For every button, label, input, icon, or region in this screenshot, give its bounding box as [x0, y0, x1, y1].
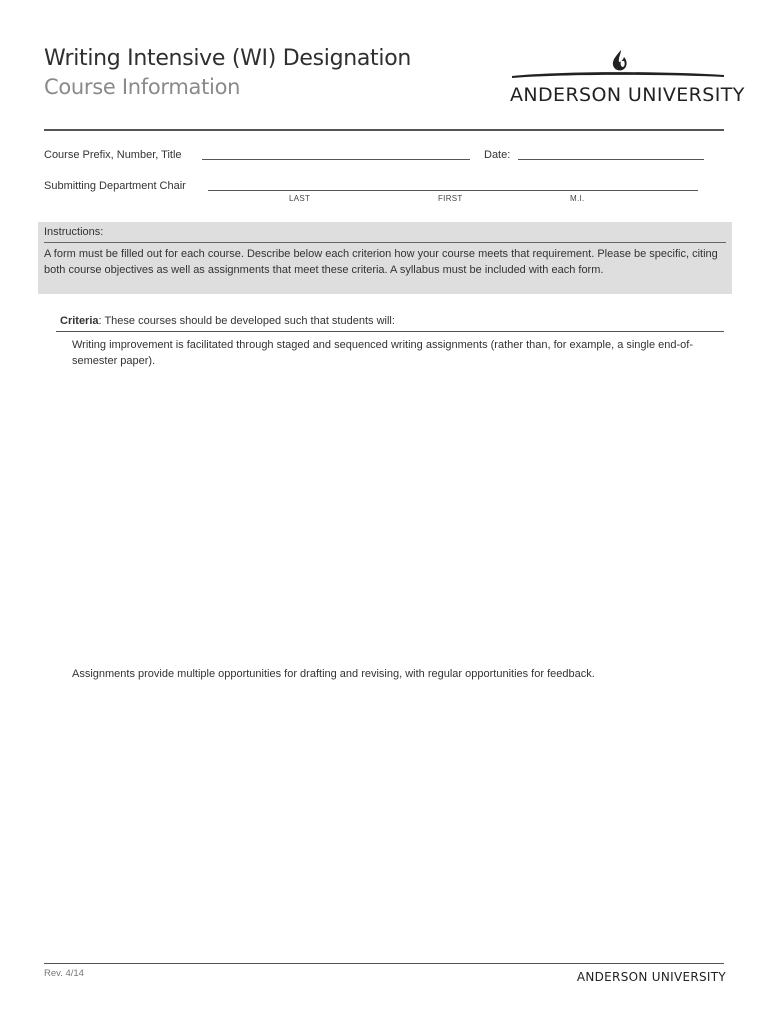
- footer-logo: [560, 966, 726, 985]
- instructions-heading: Instructions:: [44, 226, 104, 238]
- criterion-response-area[interactable]: [56, 372, 724, 660]
- criteria-heading-rest: : These courses should be developed such that students will:: [98, 315, 395, 327]
- criterion-response-area[interactable]: [56, 686, 724, 956]
- last-name-label: LAST: [289, 194, 311, 203]
- header-divider: [44, 129, 724, 131]
- criteria-divider: [56, 331, 724, 332]
- criteria-heading: [60, 315, 395, 327]
- footer-logo-text: ANDERSON UNIVERSITY: [576, 970, 726, 984]
- criterion-item: Writing improvement is facilitated through staged and sequenced writing assignments (rather than, for example, a single end-of-semester paper).: [72, 339, 694, 367]
- criteria-heading-bold: Criteria: [60, 315, 99, 327]
- form-title: Writing Intensive (WI) Designation: [44, 46, 412, 71]
- course-input-line[interactable]: [202, 159, 470, 160]
- logo-wordmark: [510, 84, 745, 106]
- form-subtitle: Course Information: [44, 75, 241, 99]
- date-input-line[interactable]: [518, 159, 704, 160]
- chair-input-line[interactable]: [208, 190, 698, 191]
- date-label: Date:: [484, 149, 511, 161]
- instructions-divider: [44, 242, 726, 243]
- chair-label: Submitting Department Chair: [44, 180, 186, 192]
- instructions-text: A form must be filled out for each course. Describe below each criterion how your course meets that requirement. Please be specific, citing both course objectives as well as assignments that meet these criteria. A syllabus must be included with each form.: [44, 248, 718, 276]
- first-name-label: FIRST: [438, 194, 463, 203]
- course-label: Course Prefix, Number, Title: [44, 149, 182, 161]
- middle-initial-label: M.I.: [570, 194, 585, 203]
- logo-text: ANDERSON UNIVERSITY: [510, 84, 745, 106]
- revision-label: Rev. 4/14: [44, 968, 84, 979]
- criterion-item: Assignments provide multiple opportunities for drafting and revising, with regular opportunities for feedback.: [72, 668, 595, 680]
- footer-divider: [44, 963, 724, 964]
